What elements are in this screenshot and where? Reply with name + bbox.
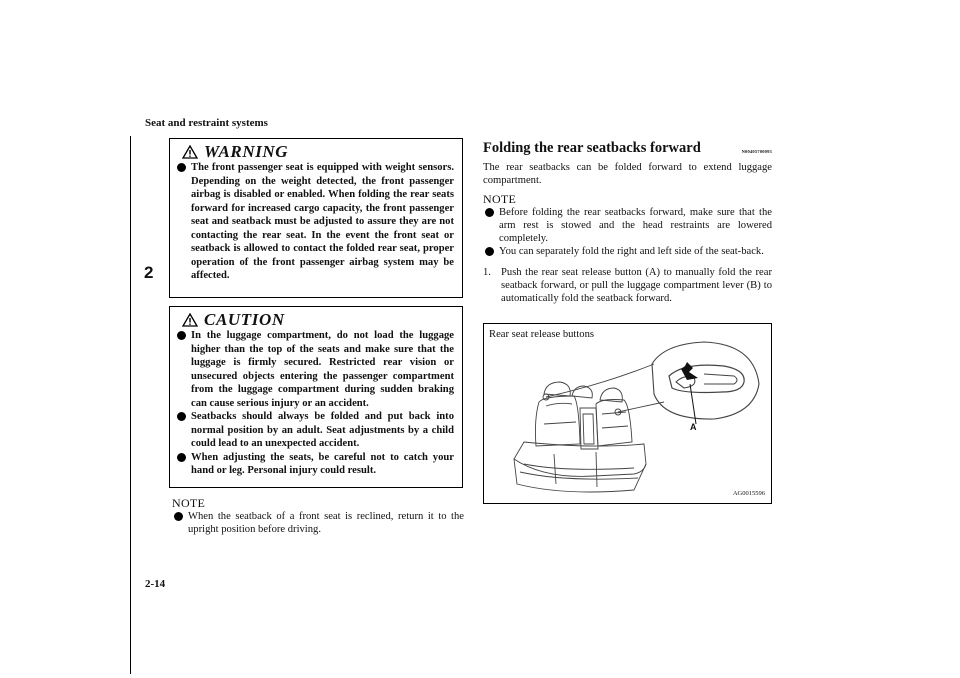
note-list xyxy=(483,206,772,258)
bullet-dot-icon xyxy=(177,453,186,462)
note-item: You can separately fold the right and left side of the seat-back. xyxy=(483,245,772,258)
intro-paragraph: The rear seatbacks can be folded forward to extend luggage compartment. xyxy=(483,162,772,186)
page-number: 2-14 xyxy=(145,578,166,590)
caution-title: CAUTION xyxy=(204,310,285,329)
bullet-dot-icon xyxy=(177,412,186,421)
step-number: 1. xyxy=(483,267,491,278)
bullet-dot-icon xyxy=(174,512,183,521)
warning-item: The front passenger seat is equipped with weight sensors. Depending on the weight detected, the front passenger airbag is disabled or enabled. When folding the rear seats forward for increased cargo capacity, the front passenger seat and seatback must be adjusted to assure they are not contacting the rear seat. In the event the front seat or seatback is allowed to contact the folded rear seat, proper operation of the front passenger airbag system may be affected. xyxy=(175,161,454,283)
warning-box xyxy=(169,138,463,298)
warning-list xyxy=(175,161,454,283)
left-note xyxy=(172,497,464,536)
bullet-dot-icon xyxy=(177,331,186,340)
figure-rear-seat xyxy=(483,323,772,504)
note-item: When the seatback of a front seat is reclined, return it to the upright position before driving. xyxy=(172,510,464,536)
note-list xyxy=(172,510,464,536)
caution-item: In the luggage compartment, do not load the luggage higher than the top of the seats and make sure that the luggage is firmly secured. Restricted rear vision or unsecured objects entering the passenger compartment from the luggage compartment during sudden braking can cause serious injury or an accident. xyxy=(175,329,454,410)
right-note xyxy=(483,193,772,258)
chapter-divider xyxy=(130,136,131,674)
caution-box xyxy=(169,306,463,488)
right-column xyxy=(483,140,772,305)
figure-caption: Rear seat release buttons xyxy=(489,329,595,340)
bullet-dot-icon xyxy=(485,208,494,217)
rear-seat-illustration xyxy=(484,324,771,503)
chapter-tab: 2 xyxy=(144,263,154,282)
doc-code: N00405700093 xyxy=(741,149,772,154)
step-1: 1. Push the rear seat release button (A) to manually fold the rear seatback forward, or pull the luggage compartment lever (B) to automatically fold the seatback forward. xyxy=(483,267,772,304)
figure-code: AG0015596 xyxy=(732,490,765,497)
note-label: NOTE xyxy=(172,496,206,510)
caution-list xyxy=(175,329,454,478)
note-label: NOTE xyxy=(483,192,517,206)
callout-label-a: A xyxy=(690,422,697,432)
warning-title: WARNING xyxy=(204,142,289,161)
caution-item: Seatbacks should always be folded and put back into normal position by an adult. Seat adjustments by a child could lead to an unexpected accident. xyxy=(175,410,454,451)
note-item: Before folding the rear seatbacks forward, make sure that the arm rest is stowed and the head restraints are lowered completely. xyxy=(483,206,772,245)
caution-item: When adjusting the seats, be careful not to catch your hand or leg. Personal injury could result. xyxy=(175,451,454,478)
bullet-dot-icon xyxy=(485,247,494,256)
warning-triangle-icon xyxy=(182,313,198,327)
section-header: Seat and restraint systems xyxy=(145,117,268,129)
bullet-dot-icon xyxy=(177,163,186,172)
caution-header xyxy=(182,310,285,330)
section-title: Folding the rear seatbacks forward N00405700093 xyxy=(483,140,772,156)
warning-triangle-icon xyxy=(182,145,198,159)
warning-header xyxy=(182,142,288,162)
